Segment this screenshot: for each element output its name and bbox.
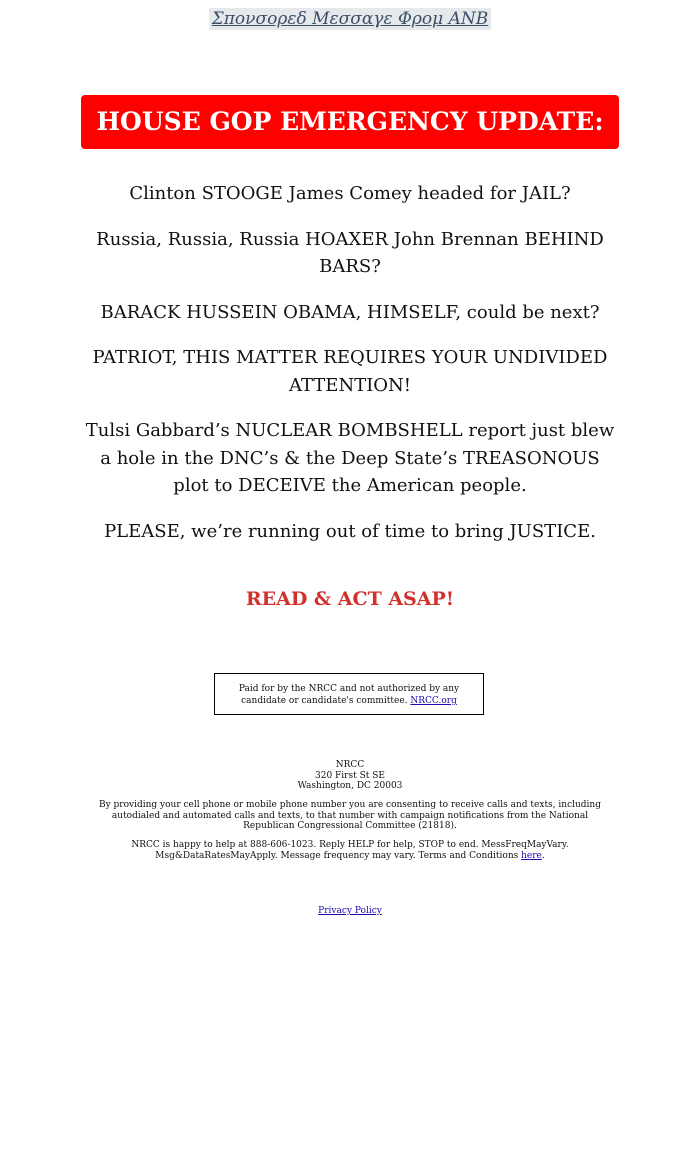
sponsor-header	[0, 8, 700, 30]
address-city: Washington, DC 20003	[297, 781, 403, 791]
body-paragraph: PATRIOT, THIS MATTER REQUIRES YOUR UNDIVIDED ATTENTION!	[92, 347, 608, 396]
help-suffix: .	[541, 850, 545, 861]
emergency-banner: HOUSE GOP EMERGENCY UPDATE:	[81, 95, 619, 149]
disclaimer-text: Paid for by the NRCC and not authorized by any candidate or candidate's committee.	[238, 684, 460, 706]
mailing-address	[0, 760, 700, 792]
address-street: 320 First St SE	[315, 770, 385, 781]
privacy-footer	[0, 906, 700, 916]
address-org: NRCC	[335, 760, 365, 770]
body-paragraph: Russia, Russia, Russia HOAXER John Brennan BEHIND BARS?	[96, 228, 604, 277]
message-body	[81, 180, 619, 563]
body-paragraph: PLEASE, we’re running out of time to bring JUSTICE.	[104, 520, 596, 542]
body-paragraph: BARACK HUSSEIN OBAMA, HIMSELF, could be next?	[100, 301, 600, 323]
body-paragraph: Clinton STOOGE James Comey headed for JAIL?	[129, 183, 571, 204]
help-text: NRCC is happy to help at 888-606-1023. Reply HELP for help, STOP to end. MessFreqMayVary. Msg&DataRatesMayApply. Message frequency may vary. Terms and Conditions	[131, 840, 569, 861]
terms-here-link[interactable]: here	[521, 850, 542, 861]
sms-consent-text: By providing your cell phone or mobile phone number you are consenting to receive calls and texts, including autodialed and automated calls and texts, to that number with campaign notifications from the National Republican Congressional Committee (21818).	[98, 800, 601, 831]
sponsor-header-text[interactable]: Σπονσορεδ Μεσσαγε Φρομ ΑΝΒ	[209, 8, 492, 30]
nrcc-org-link[interactable]: NRCC.org	[410, 696, 457, 706]
paid-for-disclaimer-box	[214, 673, 484, 715]
help-text-block	[95, 840, 605, 861]
read-act-cta-link[interactable]: READ & ACT ASAP!	[245, 588, 455, 610]
body-paragraph: Tulsi Gabbard’s NUCLEAR BOMBSHELL report just blew a hole in the DNC’s & the Deep State’s TREASONOUS plot to DECEIVE the American people.	[85, 420, 615, 496]
privacy-policy-link[interactable]: Privacy Policy	[318, 906, 382, 916]
